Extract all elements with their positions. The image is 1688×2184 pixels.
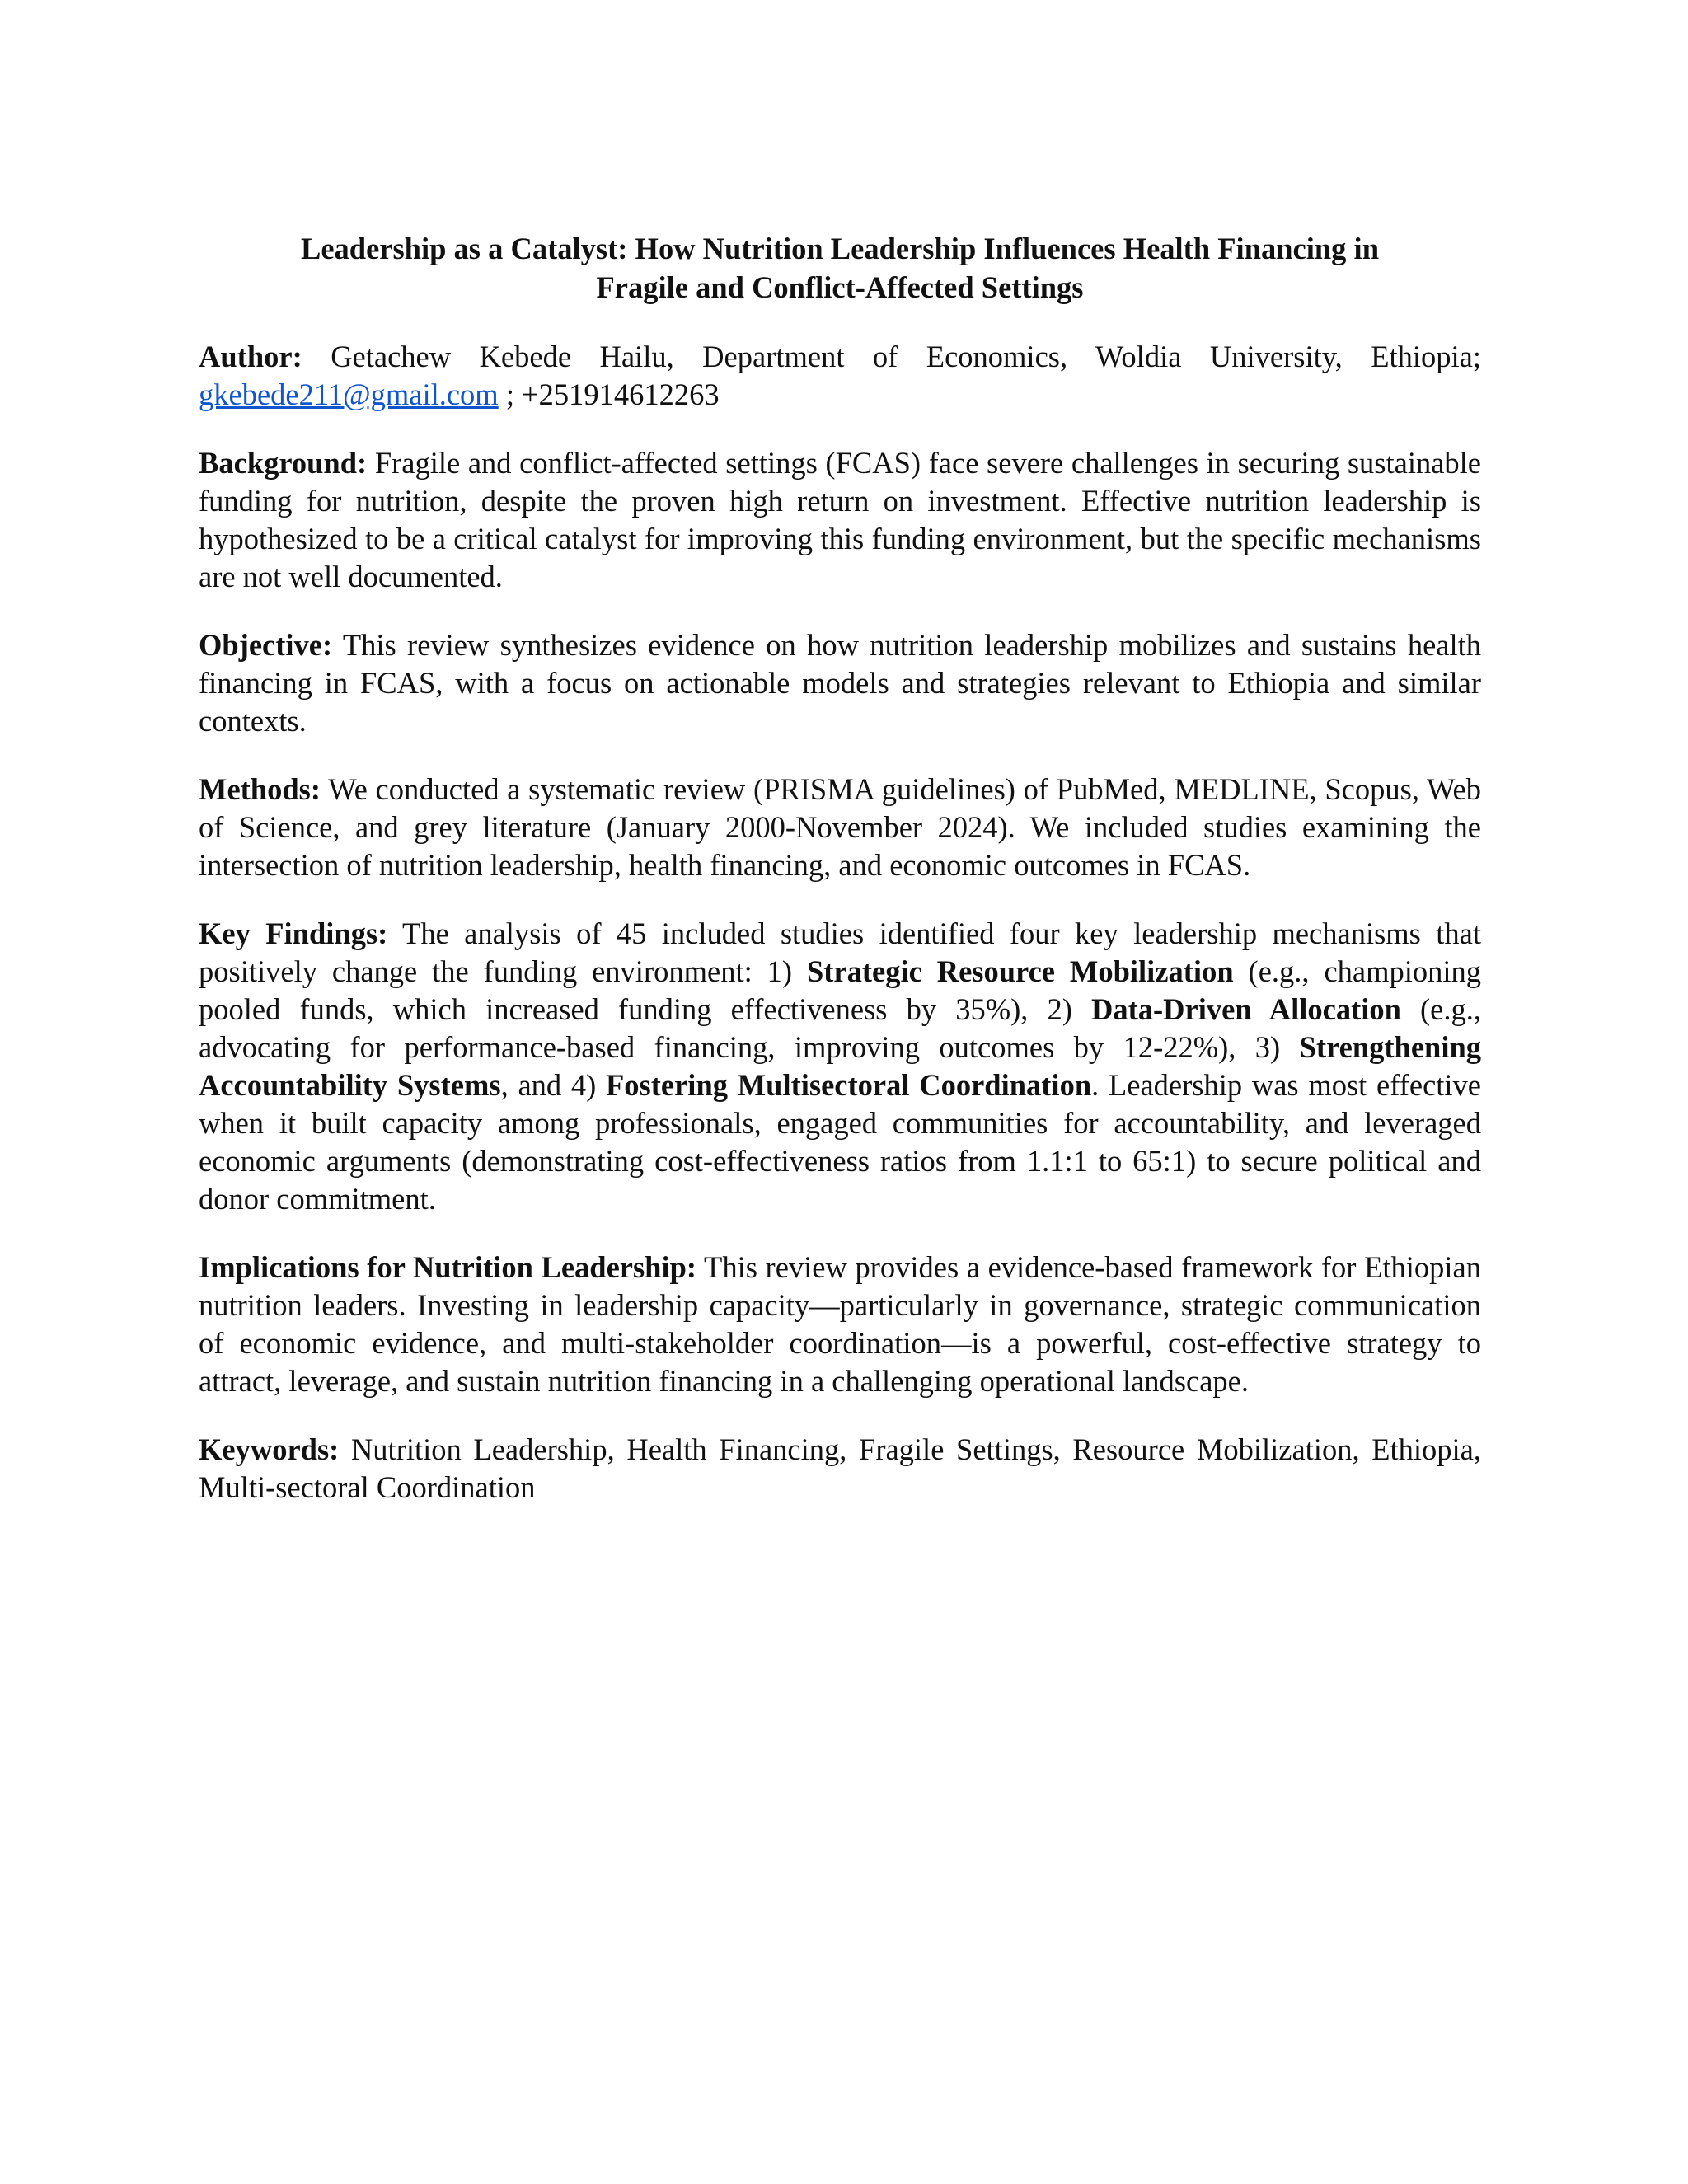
mechanism-strategic-resource-mobilization: Strategic Resource Mobilization	[806, 954, 1234, 988]
key-findings-label: Key Findings:	[199, 916, 388, 950]
key-findings-text-1: The analysis of 45 included studies identified four key leadership mechanisms that positively change the funding environment: 1)	[199, 916, 1481, 988]
author-email-link[interactable]: gkebede211@gmail.com	[199, 377, 499, 411]
implications-text: This review provides a evidence-based framework for Ethiopian nutrition leaders. Investing in leadership capacity—particularly in governance, strategic communication of economic evidence, and multi-stakeholder coordination—is a powerful, cost-effective strategy to attract, leverage, and sustain nutrition financing in a challenging operational landscape.	[199, 1250, 1481, 1398]
implications-section	[199, 1249, 1481, 1400]
methods-section	[199, 771, 1481, 884]
background-text: Fragile and conflict-affected settings (FCAS) face severe challenges in securing sustainable funding for nutrition, despite the proven high return on investment. Effective nutrition leadership is hypothesized to be a critical catalyst for improving this funding environment, but the specific mechanisms are not well documented.	[199, 446, 1482, 593]
objective-text: This review synthesizes evidence on how nutrition leadership mobilizes and sustains health financing in FCAS, with a focus on actionable models and strategies relevant to Ethiopia and similar contexts.	[199, 628, 1481, 738]
author-phone: ; +251914612263	[505, 377, 720, 411]
author-label: Author:	[199, 340, 302, 373]
mechanism-data-driven-allocation: Data-Driven Allocation	[1091, 992, 1401, 1026]
mechanism-multisectoral-coordination: Fostering Multisectoral Coordination	[606, 1068, 1092, 1102]
abstract-page	[199, 229, 1481, 1507]
keywords-text: Nutrition Leadership, Health Financing, Fragile Settings, Resource Mobilization, Ethiopia, Multi-sectoral Coordination	[199, 1432, 1481, 1504]
key-findings-text-3: (e.g., advocating for performance-based financing, improving outcomes by 12-22%), 3)	[199, 992, 1482, 1064]
paper-title-line-1: Leadership as a Catalyst: How Nutrition Leadership Influences Health Financing in	[300, 232, 1379, 265]
mechanism-strengthening-accountability: Strengthening Accountability Systems	[199, 1030, 1482, 1102]
methods-label: Methods:	[199, 772, 321, 806]
key-findings-text-2: (e.g., championing pooled funds, which increased funding effectiveness by 35%), 2)	[199, 954, 1482, 1026]
author-section	[199, 338, 1481, 414]
keywords-label: Keywords:	[199, 1432, 340, 1466]
keywords-section	[199, 1431, 1481, 1507]
objective-section	[199, 626, 1481, 740]
key-findings-section	[199, 915, 1481, 1218]
key-findings-text-5: . Leadership was most effective when it built capacity among professionals, engaged communities for accountability, and leveraged economic arguments (demonstrating cost-effectiveness ratios from 1.1:1 to 65:1) to secure political and donor commitment.	[199, 1068, 1482, 1216]
paper-title-line-2: Fragile and Conflict-Affected Settings	[596, 270, 1084, 304]
background-section	[199, 444, 1481, 596]
methods-text: We conducted a systematic review (PRISMA guidelines) of PubMed, MEDLINE, Scopus, Web of Science, and grey literature (January 2000-November 2024). We included studies examining the intersection of nutrition leadership, health financing, and economic outcomes in FCAS.	[199, 772, 1481, 882]
background-label: Background:	[199, 446, 368, 480]
paper-title	[199, 229, 1481, 307]
key-findings-text-4: , and 4)	[500, 1068, 597, 1102]
author-text: Getachew Kebede Hailu, Department of Economics, Woldia University, Ethiopia;	[331, 340, 1482, 373]
implications-label: Implications for Nutrition Leadership:	[199, 1250, 697, 1284]
objective-label: Objective:	[199, 628, 333, 662]
